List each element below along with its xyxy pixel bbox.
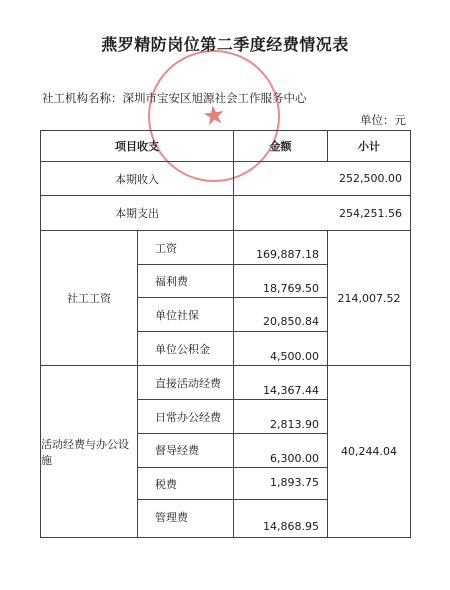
item-amount: 169,887.18	[256, 248, 319, 261]
item-cell	[137, 230, 234, 265]
star-icon: ★	[200, 99, 228, 133]
item-label: 工资	[155, 242, 177, 255]
unit-label: 单位：元	[360, 113, 406, 127]
item-cell	[137, 467, 234, 500]
org-name: 社工机构名称：深圳市宝安区旭源社会工作服务中心	[42, 91, 307, 105]
item-label: 福利费	[155, 275, 188, 288]
header-amount: 金额	[233, 130, 328, 162]
header-item: 项目收支	[40, 130, 234, 162]
income-label: 本期收入	[40, 161, 234, 196]
page-title: 燕罗精防岗位第二季度经费情况表	[101, 35, 349, 54]
item-label: 直接活动经费	[155, 377, 221, 390]
item-amount: 6,300.00	[270, 452, 319, 465]
item-amount: 20,850.84	[263, 315, 319, 328]
item-amount: 14,868.95	[263, 520, 319, 533]
group-subtotal-activities: 40,244.04	[327, 365, 411, 538]
item-label: 管理费	[155, 511, 188, 524]
item-label: 单位社保	[155, 309, 199, 322]
item-label: 督导经费	[155, 444, 199, 457]
item-amount: 14,367.44	[263, 384, 319, 397]
group-subtotal-salary: 214,007.52	[327, 230, 411, 366]
expense-label: 本期支出	[40, 195, 234, 231]
expense-amount: 254,251.56	[233, 195, 411, 231]
income-amount: 252,500.00	[233, 161, 411, 196]
item-label: 日常办公经费	[155, 411, 221, 424]
item-label: 税费	[155, 478, 177, 491]
group-label-salary: 社工工资	[40, 230, 138, 366]
item-amount: 2,813.90	[270, 418, 319, 431]
header-subtotal: 小计	[327, 130, 411, 162]
item-amount: 1,893.75	[270, 476, 319, 489]
item-label: 单位公积金	[155, 343, 210, 356]
item-amount: 4,500.00	[270, 350, 319, 363]
group-label-activities: 活动经费与办公设施	[40, 365, 138, 538]
item-amount: 18,769.50	[263, 282, 319, 295]
